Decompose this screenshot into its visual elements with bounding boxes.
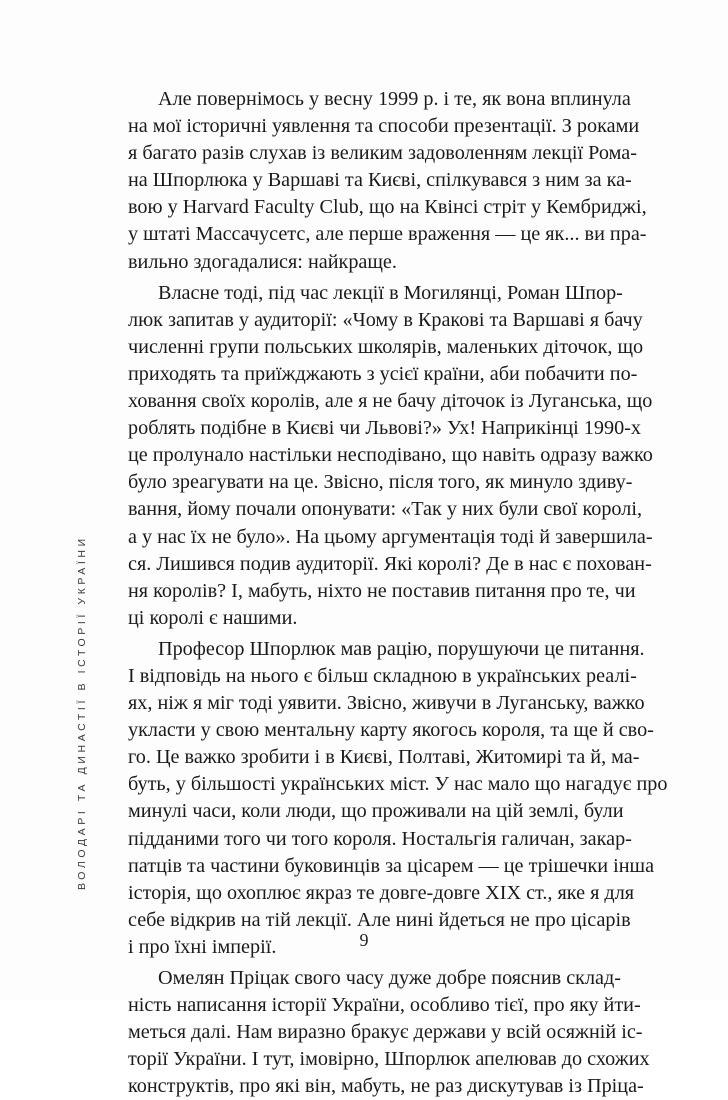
text-line: ях, ніж я міг тоді уявити. Звісно, живучи в Луганську, важко bbox=[128, 692, 645, 715]
running-head bbox=[73, 90, 91, 890]
text-line: Але повернімось у весну 1999 р. і те, як вона вплинула bbox=[158, 88, 631, 110]
text-line: люк запитав у аудиторії: «Чому в Кракові та Варшаві я бачу bbox=[128, 308, 643, 331]
text-line: ся. Лишився подив аудиторії. Які королі? Де в нас є похован- bbox=[128, 552, 652, 575]
running-head-text: ВОЛОДАРІ ТА ДИНАСТІЇ В ІСТОРІЇ УКРАЇНИ bbox=[76, 535, 88, 890]
text-line: історія, що охоплює якраз те довге-довге XIX ст., яке я для bbox=[128, 881, 635, 904]
text-line: буть, у більшості українських міст. У нас мало що нагадує про bbox=[128, 773, 668, 796]
text-line: Омелян Пріцак свого часу дуже добре пояснив склад- bbox=[158, 967, 622, 989]
text-line: І відповідь на нього є більш складною в українських реалі- bbox=[128, 664, 637, 687]
text-line: Власне тоді, під час лекції в Могилянці, Роман Шпор- bbox=[158, 281, 623, 304]
text-line: на Шпорлюка у Варшаві та Києві, спілкувався з ним за ка- bbox=[128, 169, 632, 192]
text-line: ня королів? І, мабуть, ніхто не поставив питання про те, чи bbox=[128, 579, 636, 602]
text-line: ність написання історії України, особливо тієї, про яку йти- bbox=[128, 994, 641, 1017]
text-line: у штаті Массачусетс, але перше враження — це як... ви пра- bbox=[128, 223, 647, 246]
paragraph bbox=[128, 280, 653, 632]
text-line: і про їхні імперії. bbox=[128, 935, 277, 958]
text-line: го. Це важко зробити і в Києві, Полтаві, Житомирі та й, ма- bbox=[128, 746, 640, 769]
text-line: меться далі. Нам виразно бракує держави у всій осяжній іс- bbox=[128, 1021, 643, 1044]
text-line: вою у Harvard Faculty Club, що на Квінсі стріт у Кембриджі, bbox=[128, 196, 647, 219]
text-line: вання, йому почали опонувати: «Так у них були свої королі, bbox=[128, 498, 642, 521]
text-line: численні групи польських школярів, маленьких діточок, що bbox=[128, 335, 644, 358]
text-line: вильно здогадалися: найкраще. bbox=[128, 250, 397, 273]
text-line: було зреагувати на це. Звісно, після того, як минуло здиву- bbox=[128, 471, 633, 494]
text-line: патців та частини буковинців за цісарем — це трішечки інша bbox=[128, 854, 655, 877]
page-number: 9 bbox=[359, 930, 369, 950]
text-line: на мої історичні уявлення та способи презентації. З роками bbox=[128, 115, 640, 138]
paragraph bbox=[128, 86, 647, 276]
text-line: укласти у свою ментальну карту якогось короля, та ще й сво- bbox=[128, 719, 654, 742]
text-line: ці королі є нашими. bbox=[128, 606, 298, 629]
text-line: себе відкрив на тій лекції. Але нині йдеться не про цісарів bbox=[128, 908, 631, 931]
text-line: конструктів, про які він, мабуть, не раз дискутував із Пріца- bbox=[128, 1075, 644, 1098]
text-line: а у нас їх не було». На цьому аргументація тоді й завершила- bbox=[128, 525, 653, 548]
text-line: минулі часи, коли люди, що проживали на цій землі, були bbox=[128, 800, 624, 823]
text-line: це пролунало настільки несподівано, що навіть одразу важко bbox=[128, 444, 653, 467]
text-line: Професор Шпорлюк мав рацію, порушуючи це питання. bbox=[158, 637, 645, 660]
text-line: ховання своїх королів, але я не бачу діточок із Луганська, що bbox=[128, 390, 653, 413]
text-line: приходять та приїжджають з усієї країни, аби побачити по- bbox=[128, 362, 638, 385]
text-line: я багато разів слухав із великим задоволенням лекції Рома- bbox=[128, 142, 637, 165]
text-line: роблять подібне в Києві чи Львові?» Ух! Наприкінці 1990-х bbox=[128, 417, 641, 440]
paragraph bbox=[128, 636, 668, 961]
text-line: торії України. І тут, імовірно, Шпорлюк апелював до схожих bbox=[128, 1048, 650, 1071]
text-line: підданими того чи того короля. Ностальгія галичан, закар- bbox=[128, 827, 632, 850]
paragraph bbox=[128, 965, 650, 1100]
